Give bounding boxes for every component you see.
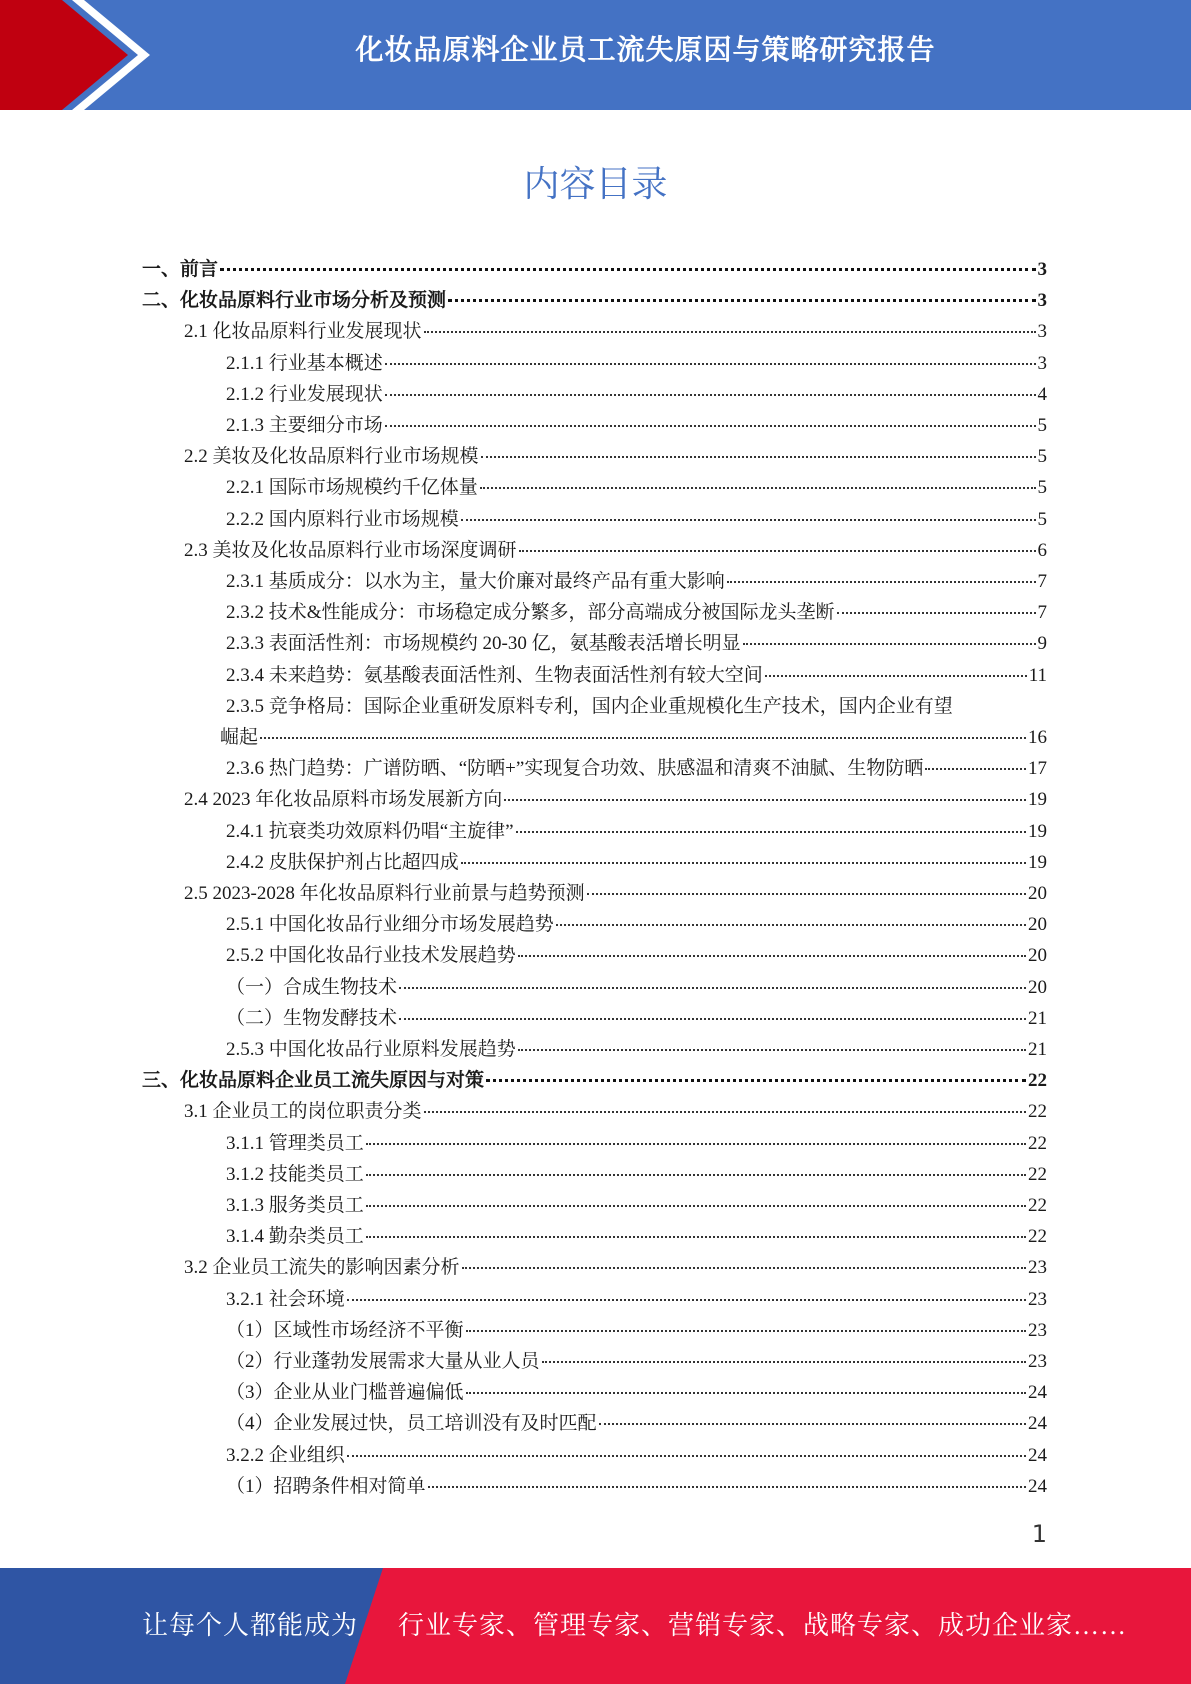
toc-entry[interactable] [226, 660, 1047, 691]
toc-entry-label: （一）合成生物技术 [226, 977, 398, 998]
toc-entry-page: 24 [1028, 1445, 1047, 1466]
dot-leader [466, 1330, 1026, 1332]
toc-entry[interactable] [226, 1377, 1047, 1408]
toc-entry[interactable] [226, 597, 1047, 628]
toc-entry-label: 2.1.2 行业发展现状 [226, 384, 383, 405]
toc-entry-label: 2.5.3 中国化妆品行业原料发展趋势 [226, 1039, 516, 1060]
toc-entry-label: 3.1.4 勤杂类员工 [226, 1226, 364, 1247]
dot-leader [587, 893, 1026, 895]
toc-entry-page: 23 [1028, 1320, 1047, 1341]
toc-entry-label: 2.2 美妆及化妆品原料行业市场规模 [184, 446, 479, 467]
toc-entry-page: 16 [1028, 727, 1047, 748]
toc-entry-page: 22 [1028, 1226, 1047, 1247]
toc-entry[interactable] [226, 1190, 1047, 1221]
dot-leader [837, 612, 1036, 614]
toc-entry[interactable] [226, 1408, 1047, 1439]
toc-entry[interactable] [226, 1440, 1047, 1471]
dot-leader [424, 331, 1036, 333]
toc-entry-label: 3.1.3 服务类员工 [226, 1195, 364, 1216]
toc-entry-page: 20 [1028, 914, 1047, 935]
toc-entry[interactable] [184, 1252, 1047, 1283]
toc-entry-label: （二）生物发酵技术 [226, 1008, 398, 1029]
dot-leader [519, 550, 1036, 552]
toc-entry-label: 三、化妆品原料企业员工流失原因与对策 [142, 1069, 485, 1091]
toc-entry-page: 7 [1037, 571, 1047, 592]
header-band [0, 0, 1191, 110]
toc-entry-page: 19 [1028, 852, 1047, 873]
toc-entry-page: 5 [1037, 509, 1047, 530]
toc-entry[interactable] [226, 1284, 1047, 1315]
toc-entry[interactable] [226, 1003, 1047, 1034]
toc-entry-label: 2.3.3 表面活性剂：市场规模约 20-30 亿，氨基酸表活增长明显 [226, 633, 741, 654]
toc-entry-label: 一、前言 [142, 258, 219, 280]
toc-entry-label: 2.2.1 国际市场规模约千亿体量 [226, 477, 478, 498]
toc-entry[interactable] [184, 441, 1047, 472]
toc-entry[interactable] [226, 909, 1047, 940]
toc-entry-page: 20 [1028, 977, 1047, 998]
dot-leader [220, 268, 1035, 271]
toc-entry-label: 3.2.1 社会环境 [226, 1289, 345, 1310]
dot-leader [366, 1143, 1026, 1145]
dot-leader [385, 425, 1036, 427]
toc-entry-page: 23 [1028, 1351, 1047, 1372]
toc-entry-label: 3.1.2 技能类员工 [226, 1164, 364, 1185]
toc-entry[interactable] [226, 940, 1047, 971]
toc-entry-label: 二、化妆品原料行业市场分析及预测 [142, 289, 447, 311]
report-title: 化妆品原料企业员工流失原因与策略研究报告 [355, 33, 936, 66]
toc-entry[interactable] [226, 504, 1047, 535]
toc-entry[interactable] [226, 472, 1047, 503]
dot-leader [399, 1018, 1026, 1020]
toc-entry-page: 5 [1037, 446, 1047, 467]
toc-entry[interactable] [226, 1471, 1047, 1502]
toc-entry[interactable] [142, 1065, 1047, 1096]
toc-entry-page: 22 [1028, 1101, 1047, 1122]
dot-leader [518, 955, 1026, 957]
toc-entry-page: 24 [1028, 1382, 1047, 1403]
toc-entry[interactable] [220, 722, 1047, 753]
toc-entry-page: 20 [1028, 883, 1047, 904]
toc-entry-page: 19 [1028, 821, 1047, 842]
toc-entry-page: 22 [1028, 1164, 1047, 1185]
page-number: 1 [1031, 1520, 1047, 1548]
toc-entry-label: 2.1.1 行业基本概述 [226, 353, 383, 374]
toc-entry-label: （2）行业蓬勃发展需求大量从业人员 [226, 1351, 540, 1372]
dot-leader [599, 1423, 1026, 1425]
toc-entry[interactable] [142, 285, 1047, 316]
dot-leader [366, 1236, 1026, 1238]
toc-entry-page: 3 [1037, 259, 1047, 280]
toc-entry-page: 4 [1037, 384, 1047, 405]
dot-leader [727, 581, 1036, 583]
dot-leader [925, 768, 1026, 770]
dot-leader [347, 1299, 1026, 1301]
toc-entry-label: 2.5.2 中国化妆品行业技术发展趋势 [226, 945, 516, 966]
toc-entry-page: 3 [1037, 290, 1047, 311]
toc-entry-page: 17 [1028, 758, 1047, 779]
toc-entry[interactable] [226, 753, 1047, 784]
toc-entry-page: 20 [1028, 945, 1047, 966]
dot-leader [466, 1392, 1026, 1394]
toc-entry[interactable] [226, 1159, 1047, 1190]
dot-leader [461, 519, 1036, 521]
toc-entry-page: 23 [1028, 1289, 1047, 1310]
dot-leader [481, 456, 1036, 458]
toc-entry-label: （1）区域性市场经济不平衡 [226, 1320, 464, 1341]
toc-entry-label: 2.3 美妆及化妆品原料行业市场深度调研 [184, 540, 517, 561]
footer-band [0, 1568, 1191, 1684]
toc-entry[interactable] [226, 1128, 1047, 1159]
toc-entry-label: 2.3.5 竞争格局：国际企业重研发原料专利，国内企业重规模化生产技术，国内企业有望 [226, 696, 953, 717]
toc-entry-label: 2.3.4 未来趋势：氨基酸表面活性剂、生物表面活性剂有较大空间 [226, 665, 763, 686]
toc-entry-page: 11 [1028, 665, 1047, 686]
toc-entry-label: 2.1.3 主要细分市场 [226, 415, 383, 436]
toc-entry-label: （3）企业从业门槛普遍偏低 [226, 1382, 464, 1403]
dot-leader [366, 1205, 1026, 1207]
toc-entry-label: （4）企业发展过快，员工培训没有及时匹配 [226, 1413, 597, 1434]
dot-leader [765, 675, 1027, 677]
toc-entry[interactable] [184, 878, 1047, 909]
toc-entry[interactable] [226, 379, 1047, 410]
toc-entry-label: 2.4.2 皮肤保护剂占比超四成 [226, 852, 459, 873]
dot-leader [385, 394, 1036, 396]
dot-leader [743, 643, 1036, 645]
toc-entry-page: 21 [1028, 1039, 1047, 1060]
dot-leader [462, 1267, 1026, 1269]
toc-entry-page: 3 [1037, 353, 1047, 374]
dot-leader [542, 1361, 1026, 1363]
toc-entry[interactable] [184, 784, 1047, 815]
dot-leader [516, 831, 1026, 833]
toc-entry-page: 22 [1028, 1195, 1047, 1216]
toc-entry-page: 22 [1028, 1133, 1047, 1154]
dot-leader [518, 1049, 1026, 1051]
toc-entry-page: 9 [1037, 633, 1047, 654]
footer-slogan-right: 行业专家、管理专家、营销专家、战略专家、成功企业家…… [398, 1611, 1128, 1640]
dot-leader [399, 987, 1026, 989]
toc-entry-page: 7 [1037, 602, 1047, 623]
toc-entry-label: 2.4.1 抗衰类功效原料仍唱“主旋律” [226, 821, 514, 842]
toc-entry[interactable] [184, 535, 1047, 566]
dot-leader [428, 1486, 1026, 1488]
toc-entry[interactable] [226, 1315, 1047, 1346]
toc-entry-page: 19 [1028, 789, 1047, 810]
toc-entry-page: 3 [1037, 321, 1047, 342]
dot-leader [448, 299, 1035, 302]
toc-entry-label: 2.5.1 中国化妆品行业细分市场发展趋势 [226, 914, 554, 935]
toc-entry-label: 2.4 2023 年化妆品原料市场发展新方向 [184, 789, 503, 810]
dot-leader [366, 1174, 1026, 1176]
toc-entry-page: 5 [1037, 415, 1047, 436]
toc-entry-label: 3.2 企业员工流失的影响因素分析 [184, 1257, 460, 1278]
dot-leader [385, 363, 1036, 365]
dot-leader [424, 1111, 1026, 1113]
toc-entry-page: 23 [1028, 1257, 1047, 1278]
toc-entry[interactable] [226, 348, 1047, 379]
toc-entry[interactable] [226, 1346, 1047, 1377]
dot-leader [486, 1079, 1026, 1082]
toc-entry[interactable] [226, 972, 1047, 1003]
toc-entry[interactable] [184, 316, 1047, 347]
toc-entry[interactable] [226, 1034, 1047, 1065]
toc-entry-label: 2.2.2 国内原料行业市场规模 [226, 509, 459, 530]
toc-entry-label: 2.3.1 基质成分：以水为主，量大价廉对最终产品有重大影响 [226, 571, 725, 592]
dot-leader [504, 799, 1026, 801]
toc-entry[interactable] [184, 1096, 1047, 1127]
toc-entry-label: 2.3.6 热门趋势：广谱防晒、“防晒+”实现复合功效、肤感温和清爽不油腻、生物防晒 [226, 758, 924, 779]
footer-slogan-left: 让每个人都能成为 [142, 1611, 359, 1640]
toc-entry[interactable] [142, 254, 1047, 285]
toc-entry-page: 22 [1028, 1070, 1047, 1091]
toc-entry-page: 24 [1028, 1413, 1047, 1434]
toc-entry-label: 2.3.2 技术&性能成分：市场稳定成分繁多，部分高端成分被国际龙头垄断 [226, 602, 835, 623]
toc-entry[interactable] [226, 628, 1047, 659]
toc-entry[interactable] [226, 410, 1047, 441]
dot-leader [347, 1455, 1026, 1457]
chevron-decoration-icon [0, 0, 160, 110]
toc-entry-label: 3.2.2 企业组织 [226, 1445, 345, 1466]
dot-leader [461, 862, 1026, 864]
toc-entry-page: 5 [1037, 477, 1047, 498]
toc-heading: 内容目录 [523, 164, 668, 205]
dot-leader [480, 487, 1036, 489]
toc-entry[interactable] [226, 847, 1047, 878]
toc-entry-label: （1）招聘条件相对简单 [226, 1476, 426, 1497]
dot-leader [260, 737, 1026, 739]
toc-entry[interactable] [226, 816, 1047, 847]
toc-entry-page: 24 [1028, 1476, 1047, 1497]
toc-entry[interactable] [226, 566, 1047, 597]
toc-entry-label: 2.5 2023-2028 年化妆品原料行业前景与趋势预测 [184, 883, 585, 904]
dot-leader [556, 924, 1026, 926]
toc-entry-page: 21 [1028, 1008, 1047, 1029]
toc-entry[interactable] [226, 1221, 1047, 1252]
toc-entry-label: 崛起 [220, 727, 259, 748]
toc-entry-label: 3.1 企业员工的岗位职责分类 [184, 1101, 422, 1122]
toc-entry-page: 6 [1037, 540, 1047, 561]
toc-entry-label: 2.1 化妆品原料行业发展现状 [184, 321, 422, 342]
toc-entry-label: 3.1.1 管理类员工 [226, 1133, 364, 1154]
